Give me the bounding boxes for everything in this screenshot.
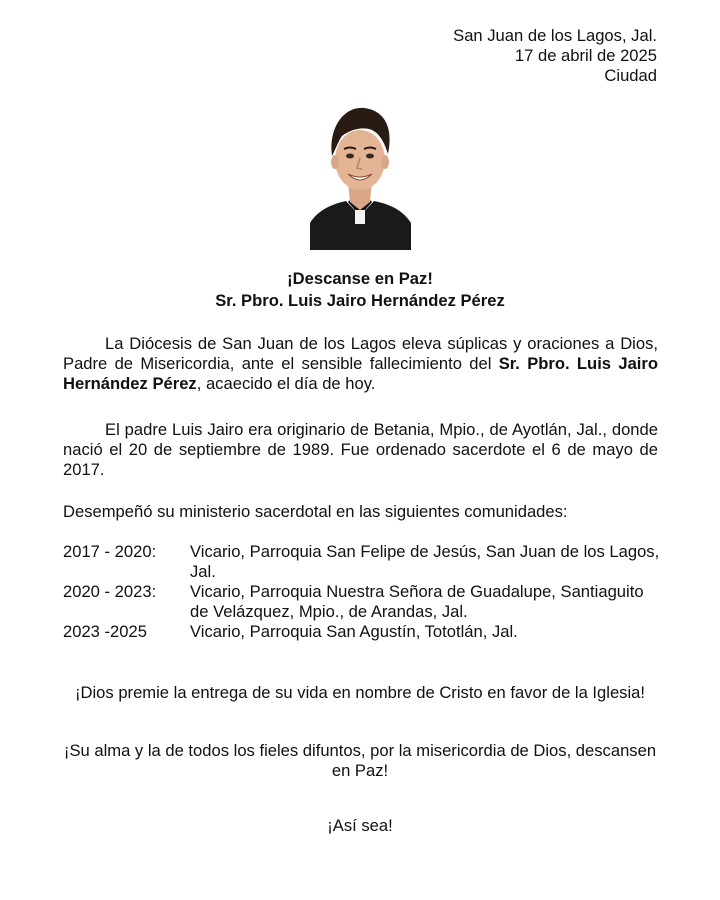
priest-photo — [310, 98, 411, 250]
ministry-years: 2017 - 2020: — [63, 542, 157, 561]
ministry-description: Vicario, Parroquia San Felipe de Jesús, San Juan de los Lagos, Jal. — [190, 542, 660, 581]
ministry-item — [63, 582, 663, 622]
announcement-paragraph — [63, 334, 658, 394]
obituary-title — [0, 268, 720, 312]
closing-prayer-1: ¡Dios premie la entrega de su vida en nombre de Cristo en favor de la Iglesia! — [74, 683, 646, 702]
closing-prayer-2: ¡Su alma y la de todos los fieles difuntos, por la misericordia de Dios, descansen en Paz! — [63, 741, 657, 780]
announcement-name: Sr. Pbro. Luis Jairo Hernández Pérez — [63, 354, 658, 393]
closing-amen: ¡Así sea! — [327, 816, 393, 835]
header-place: San Juan de los Lagos, Jal. — [453, 26, 657, 45]
ministry-list — [63, 542, 663, 642]
title-rest-in-peace: ¡Descanse en Paz! — [287, 269, 433, 288]
ministry-description: Vicario, Parroquia Nuestra Señora de Guadalupe, Santiaguito de Velázquez, Mpio., de Arandas, Jal. — [190, 582, 644, 621]
header-city: Ciudad — [604, 66, 657, 85]
biography-paragraph — [63, 420, 658, 480]
ministry-years: 2020 - 2023: — [63, 582, 157, 601]
letter-header — [453, 26, 657, 86]
announcement-text: La Diócesis de San Juan de los Lagos eleva súplicas y oraciones a Dios, Padre de Misericordia, ante el sensible fallecimiento del — [63, 334, 658, 373]
ministry-intro: Desempeñó su ministerio sacerdotal en las siguientes comunidades: — [63, 502, 568, 521]
ministry-years: 2023 -2025 — [63, 622, 147, 641]
ministry-item — [63, 622, 663, 642]
biography-text: El padre Luis Jairo era originario de Betania, Mpio., de Ayotlán, Jal., donde nació el 20 de septiembre de 1989. Fue ordenado sacerdote el 6 de mayo de 2017. — [63, 420, 658, 479]
header-date: 17 de abril de 2025 — [514, 46, 657, 65]
announcement-tail: , acaecido el día de hoy. — [196, 374, 376, 393]
ministry-description: Vicario, Parroquia San Agustín, Tototlán, Jal. — [190, 622, 518, 641]
ministry-item — [63, 542, 663, 582]
title-deceased-name: Sr. Pbro. Luis Jairo Hernández Pérez — [215, 291, 505, 310]
priest-portrait-icon — [310, 98, 411, 250]
